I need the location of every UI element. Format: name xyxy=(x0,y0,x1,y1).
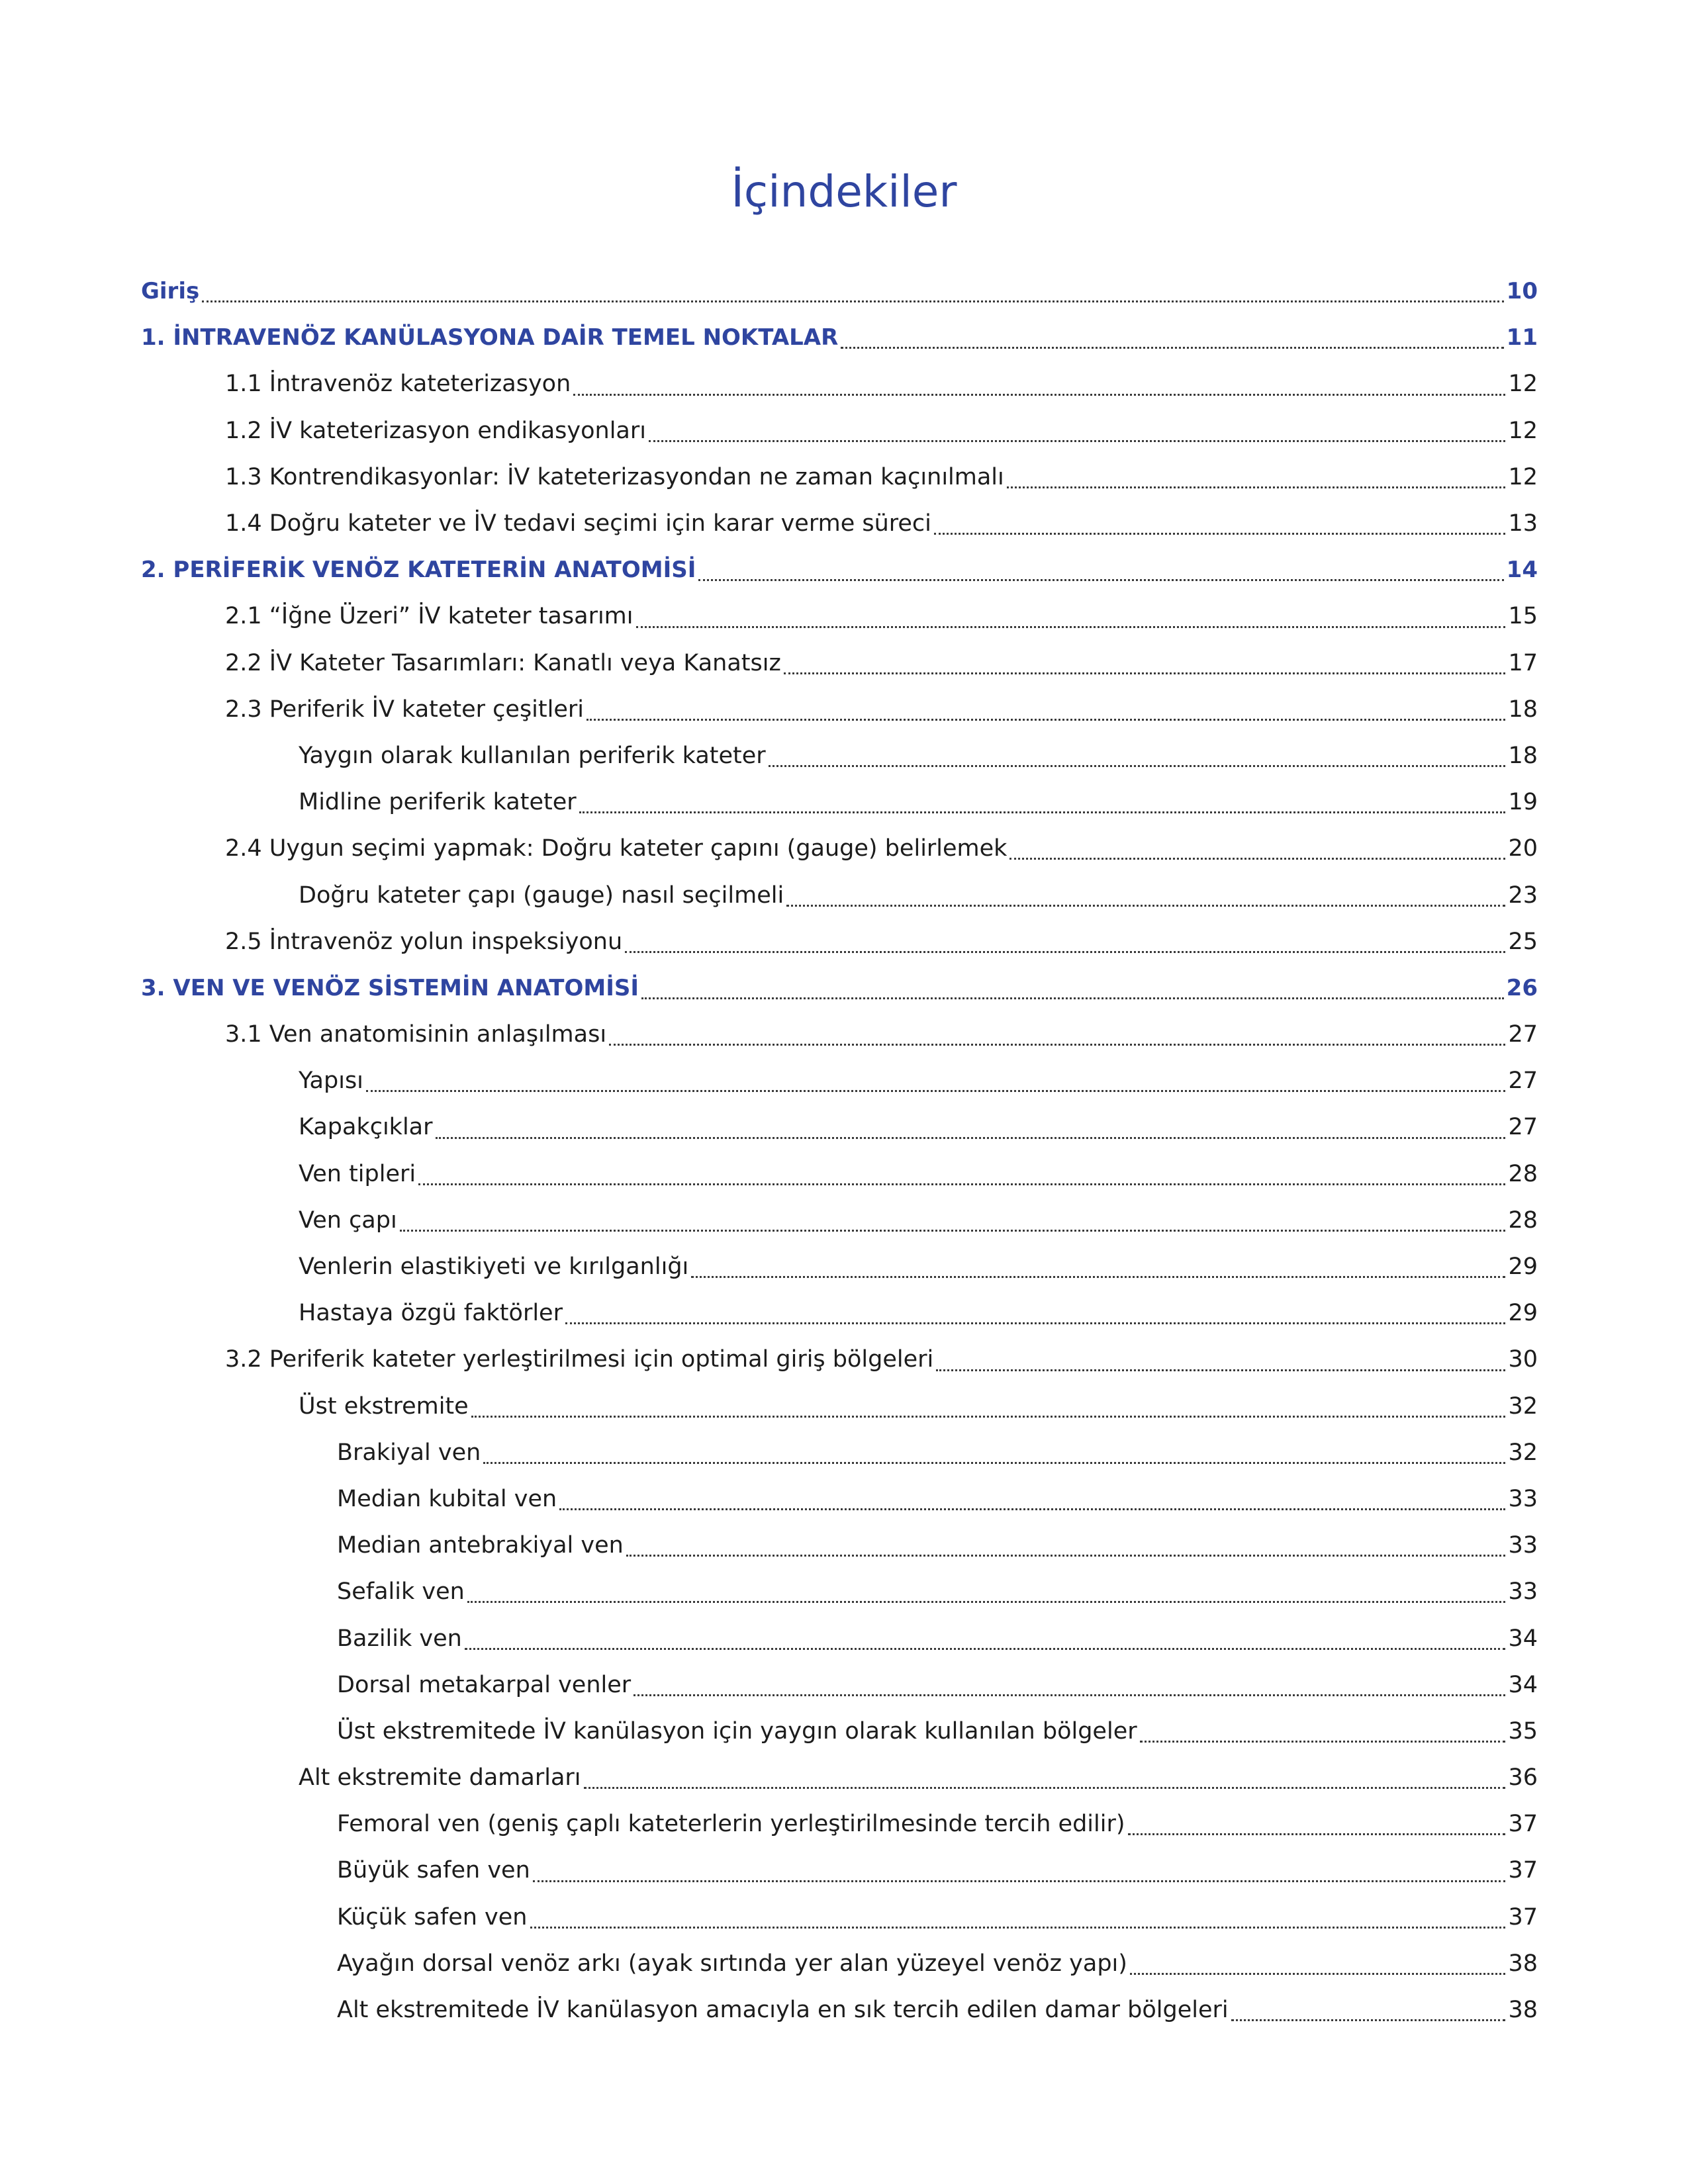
toc-page-number: 27 xyxy=(1508,1021,1538,1048)
toc-page-number: 30 xyxy=(1508,1346,1538,1373)
dot-leader xyxy=(471,1416,1506,1418)
toc-entry-label: 1.2 İV kateterizasyon endikasyonları xyxy=(225,417,646,444)
dot-leader xyxy=(483,1462,1505,1464)
toc-entry[interactable] xyxy=(141,1522,1538,1569)
toc-entry[interactable] xyxy=(141,408,1538,454)
toc-page-number: 12 xyxy=(1508,417,1538,444)
toc-entry[interactable] xyxy=(141,1058,1538,1104)
dot-leader xyxy=(1140,1741,1506,1743)
toc-entry[interactable] xyxy=(141,779,1538,825)
toc-page-number: 38 xyxy=(1508,1950,1538,1977)
toc-page-number: 34 xyxy=(1508,1625,1538,1652)
dot-leader xyxy=(565,1322,1505,1324)
toc-entry[interactable] xyxy=(141,1801,1538,1847)
dot-leader xyxy=(1007,486,1506,488)
toc-entry[interactable] xyxy=(141,454,1538,500)
dot-leader xyxy=(1231,2019,1506,2021)
dot-leader xyxy=(841,347,1503,349)
toc-page-number: 26 xyxy=(1506,974,1538,1001)
toc-entry[interactable] xyxy=(141,1290,1538,1336)
toc-entry-label: 2.2 İV Kateter Tasarımları: Kanatlı veya Kanatsız xyxy=(225,649,781,676)
toc-page-number: 37 xyxy=(1508,1857,1538,1884)
toc-entry-label: Ayağın dorsal venöz arkı (ayak sırtında yer alan yüzeyel venöz yapı) xyxy=(337,1950,1127,1977)
toc-page-number: 17 xyxy=(1508,649,1538,676)
toc-entry-label: 3. VEN VE VENÖZ SİSTEMİN ANATOMİSİ xyxy=(141,974,639,1001)
toc-entry[interactable] xyxy=(141,1987,1538,2033)
dot-leader xyxy=(649,440,1505,442)
toc-entry-label: Alt ekstremitede İV kanülasyon amacıyla en sık tercih edilen damar bölgeleri xyxy=(337,1997,1229,2024)
dot-leader xyxy=(698,579,1503,581)
toc-entry-label: Femoral ven (geniş çaplı kateterlerin yerleştirilmesinde tercih edilir) xyxy=(337,1811,1125,1838)
toc-entry[interactable] xyxy=(141,1662,1538,1708)
toc-page-number: 18 xyxy=(1508,742,1538,769)
toc-section-entry[interactable] xyxy=(141,314,1538,361)
toc-page-number: 36 xyxy=(1508,1764,1538,1792)
dot-leader xyxy=(625,951,1505,953)
toc-entry-label: 2.5 İntravenöz yolun inspeksiyonu xyxy=(225,928,623,955)
toc-entry-label: Bazilik ven xyxy=(337,1625,462,1652)
toc-section-entry[interactable] xyxy=(141,268,1538,314)
toc-entry-label: 1.4 Doğru kateter ve İV tedavi seçimi için karar verme süreci xyxy=(225,510,931,537)
toc-page-number: 33 xyxy=(1508,1532,1538,1559)
dot-leader xyxy=(366,1090,1506,1092)
toc-page-number: 15 xyxy=(1508,603,1538,630)
toc-entry[interactable] xyxy=(141,1940,1538,1987)
toc-entry-label: Üst ekstremite xyxy=(299,1392,469,1420)
toc-entry-label: 1.1 İntravenöz kateterizasyon xyxy=(225,371,571,398)
toc-entry[interactable] xyxy=(141,919,1538,965)
toc-entry[interactable] xyxy=(141,1754,1538,1801)
toc-entry-label: 3.2 Periferik kateter yerleştirilmesi için optimal giriş bölgeleri xyxy=(225,1346,934,1373)
dot-leader xyxy=(1009,858,1505,860)
toc-page-number: 37 xyxy=(1508,1811,1538,1838)
dot-leader xyxy=(934,533,1506,535)
toc-page-number: 12 xyxy=(1508,463,1538,490)
dot-leader xyxy=(641,997,1504,999)
toc-entry[interactable] xyxy=(141,500,1538,547)
toc-entry-label: Büyük safen ven xyxy=(337,1857,530,1884)
toc-page-number: 34 xyxy=(1508,1671,1538,1698)
toc-page-number: 32 xyxy=(1508,1392,1538,1420)
dot-leader xyxy=(609,1044,1505,1046)
toc-entry[interactable] xyxy=(141,593,1538,639)
dot-leader xyxy=(418,1183,1505,1185)
toc-page-number: 10 xyxy=(1506,278,1538,305)
toc-page-number: 29 xyxy=(1508,1253,1538,1281)
toc-page-number: 13 xyxy=(1508,510,1538,537)
toc-page-number: 33 xyxy=(1508,1485,1538,1512)
toc-entry[interactable] xyxy=(141,1430,1538,1476)
toc-entry[interactable] xyxy=(141,1847,1538,1893)
toc-entry[interactable] xyxy=(141,1336,1538,1383)
toc-entry[interactable] xyxy=(141,825,1538,872)
toc-page-number: 29 xyxy=(1508,1300,1538,1327)
toc-entry[interactable] xyxy=(141,872,1538,918)
toc-entry[interactable] xyxy=(141,1476,1538,1522)
toc-section-entry[interactable] xyxy=(141,547,1538,593)
toc-entry-label: 1. İNTRAVENÖZ KANÜLASYONA DAİR TEMEL NOKTALAR xyxy=(141,324,839,351)
toc-entry-label: Yapısı xyxy=(299,1068,363,1095)
dot-leader xyxy=(936,1369,1505,1371)
dot-leader xyxy=(530,1927,1506,1929)
toc-entry[interactable] xyxy=(141,1615,1538,1661)
toc-entry-label: Küçük safen ven xyxy=(337,1903,528,1931)
toc-page-number: 28 xyxy=(1508,1206,1538,1234)
toc-entry-label: Doğru kateter çapı (gauge) nasıl seçilmeli xyxy=(299,882,784,909)
toc-entry-label: Median kubital ven xyxy=(337,1485,557,1512)
toc-entry-label: Yaygın olarak kullanılan periferik kateter xyxy=(299,742,766,769)
toc-entry-label: Kapakçıklar xyxy=(299,1114,433,1141)
dot-leader xyxy=(784,672,1506,674)
dot-leader xyxy=(559,1508,1505,1510)
dot-leader xyxy=(465,1648,1506,1650)
toc-entry-label: Sefalik ven xyxy=(337,1578,465,1606)
toc-page-number: 32 xyxy=(1508,1439,1538,1466)
toc-page-number: 25 xyxy=(1508,928,1538,955)
toc-entry-label: Dorsal metakarpal venler xyxy=(337,1671,632,1698)
toc-page-number: 18 xyxy=(1508,696,1538,723)
toc-entry[interactable] xyxy=(141,1197,1538,1244)
toc-entry-label: Giriş xyxy=(141,278,200,305)
dot-leader xyxy=(1130,1973,1506,1975)
toc-page-number: 11 xyxy=(1506,324,1538,351)
toc-entry[interactable] xyxy=(141,1569,1538,1615)
dot-leader xyxy=(573,394,1505,396)
toc-entry-label: Alt ekstremite damarları xyxy=(299,1764,581,1792)
toc-entry-label: 3.1 Ven anatomisinin anlaşılması xyxy=(225,1021,607,1048)
dot-leader xyxy=(769,765,1506,767)
toc-page-number: 28 xyxy=(1508,1160,1538,1187)
toc-entry[interactable] xyxy=(141,733,1538,779)
toc-page-number: 20 xyxy=(1508,835,1538,862)
toc-entry-label: Median antebrakiyal ven xyxy=(337,1532,624,1559)
toc-page-number: 37 xyxy=(1508,1903,1538,1931)
dot-leader xyxy=(584,1787,1506,1789)
dot-leader xyxy=(202,300,1503,302)
toc-section-entry[interactable] xyxy=(141,965,1538,1011)
toc-entry[interactable] xyxy=(141,1151,1538,1197)
dot-leader xyxy=(400,1230,1506,1232)
toc-page-number: 33 xyxy=(1508,1578,1538,1606)
toc-entry[interactable] xyxy=(141,686,1538,733)
dot-leader xyxy=(586,719,1505,721)
dot-leader xyxy=(467,1601,1506,1603)
toc-entry-label: 2.3 Periferik İV kateter çeşitleri xyxy=(225,696,585,723)
table-of-contents xyxy=(141,268,1538,2033)
toc-entry[interactable] xyxy=(141,1708,1538,1754)
toc-page-number: 27 xyxy=(1508,1114,1538,1141)
dot-leader xyxy=(1128,1833,1506,1835)
toc-entry[interactable] xyxy=(141,640,1538,686)
page-title: İçindekiler xyxy=(731,166,957,217)
toc-page-number: 27 xyxy=(1508,1068,1538,1095)
toc-entry-label: Ven tipleri xyxy=(299,1160,416,1187)
dot-leader xyxy=(533,1880,1506,1882)
toc-entry[interactable] xyxy=(141,1894,1538,1940)
toc-entry[interactable] xyxy=(141,1383,1538,1430)
toc-page-number: 12 xyxy=(1508,371,1538,398)
toc-page-number: 23 xyxy=(1508,882,1538,909)
dot-leader xyxy=(626,1555,1506,1557)
toc-entry-label: 1.3 Kontrendikasyonlar: İV kateterizasyondan ne zaman kaçınılmalı xyxy=(225,463,1004,490)
toc-entry[interactable] xyxy=(141,1104,1538,1150)
toc-entry[interactable] xyxy=(141,1244,1538,1290)
toc-entry-label: 2.1 “İğne Üzeri” İV kateter tasarımı xyxy=(225,603,633,630)
toc-entry-label: Ven çapı xyxy=(299,1206,397,1234)
toc-entry[interactable] xyxy=(141,1011,1538,1058)
toc-entry-label: Üst ekstremitede İV kanülasyon için yaygın olarak kullanılan bölgeler xyxy=(337,1717,1137,1745)
toc-entry-label: Hastaya özgü faktörler xyxy=(299,1300,563,1327)
toc-page-number: 38 xyxy=(1508,1997,1538,2024)
toc-entry-label: Midline periferik kateter xyxy=(299,789,577,816)
toc-entry[interactable] xyxy=(141,361,1538,407)
toc-entry-label: 2. PERİFERİK VENÖZ KATETERİN ANATOMİSİ xyxy=(141,557,696,584)
toc-page-number: 14 xyxy=(1506,557,1538,584)
dot-leader xyxy=(633,1694,1505,1696)
dot-leader xyxy=(436,1137,1506,1139)
dot-leader xyxy=(579,811,1506,813)
toc-page-number: 35 xyxy=(1508,1717,1538,1745)
dot-leader xyxy=(786,905,1505,907)
toc-entry-label: Venlerin elastikiyeti ve kırılganlığı xyxy=(299,1253,689,1281)
dot-leader xyxy=(636,626,1506,628)
toc-page-number: 19 xyxy=(1508,789,1538,816)
toc-entry-label: Brakiyal ven xyxy=(337,1439,481,1466)
dot-leader xyxy=(691,1276,1505,1278)
toc-entry-label: 2.4 Uygun seçimi yapmak: Doğru kateter çapını (gauge) belirlemek xyxy=(225,835,1008,862)
